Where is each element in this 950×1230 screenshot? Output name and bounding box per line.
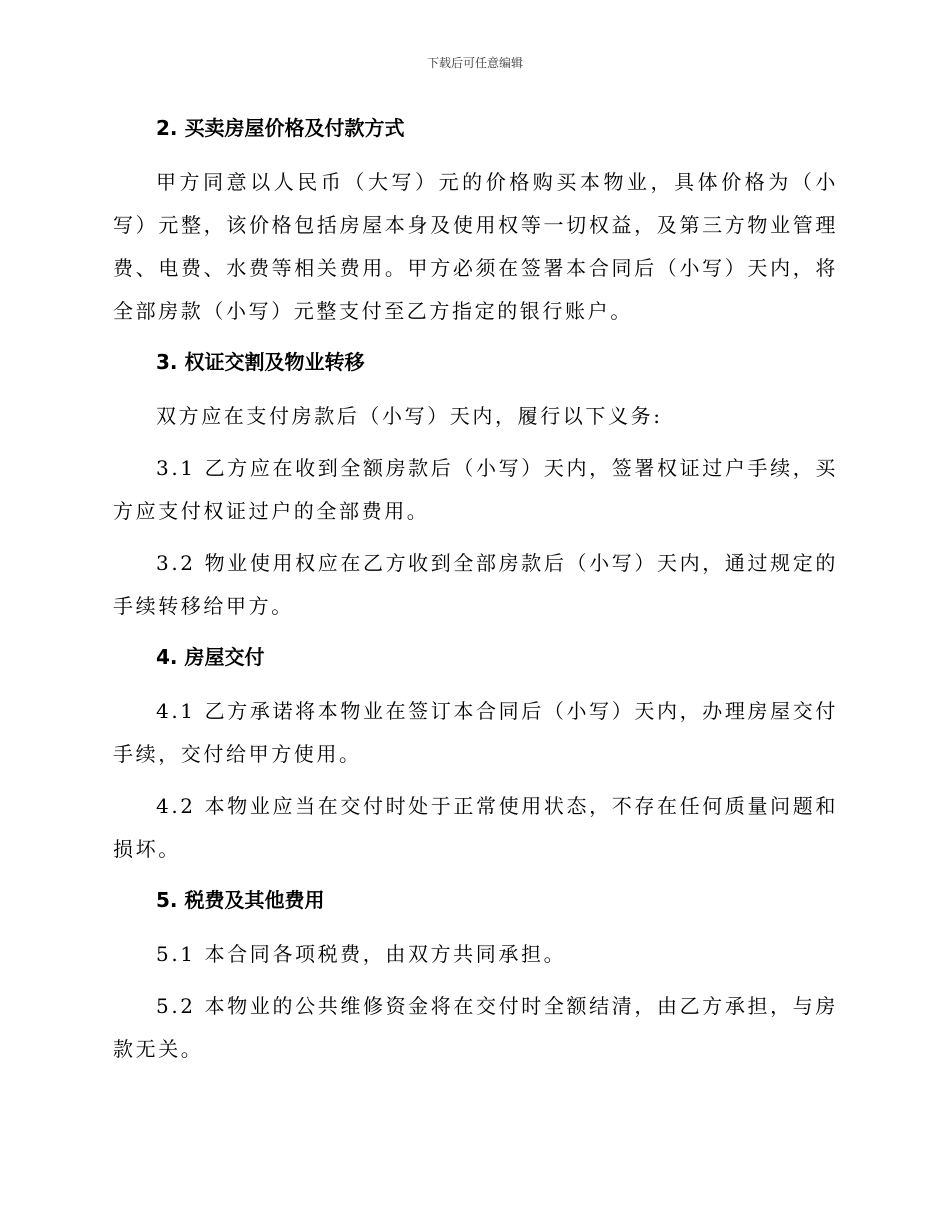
paragraph-clause-3-1: 3.1 乙方应在收到全额房款后（小写）天内，签署权证过户手续，买方应支付权证过户的全部费用。 bbox=[113, 456, 838, 523]
document-body bbox=[113, 112, 838, 1071]
paragraph-price-terms: 甲方同意以人民币（大写）元的价格购买本物业，具体价格为（小写）元整，该价格包括房屋本身及使用权等一切权益，及第三方物业管理费、电费、水费等相关费用。甲方必须在签署本合同后（小写）天内，将全部房款（小写）元整支付至乙方指定的银行账户。 bbox=[113, 170, 838, 323]
section-heading-price: 2. 买卖房屋价格及付款方式 bbox=[156, 116, 405, 140]
paragraph-clause-3-2: 3.2 物业使用权应在乙方收到全部房款后（小写）天内，通过规定的手续转移给甲方。 bbox=[113, 551, 838, 618]
page-header: 下载后可任意编辑 bbox=[426, 56, 523, 70]
paragraph-clause-5-1: 5.1 本合同各项税费，由双方共同承担。 bbox=[156, 942, 567, 966]
paragraph-clause-4-1: 4.1 乙方承诺将本物业在签订本合同后（小写）天内，办理房屋交付手续，交付给甲方使用。 bbox=[113, 699, 838, 766]
section-heading-delivery: 4. 房屋交付 bbox=[156, 645, 265, 669]
section-heading-taxes: 5. 税费及其他费用 bbox=[156, 888, 325, 912]
paragraph-clause-4-2: 4.2 本物业应当在交付时处于正常使用状态，不存在任何质量问题和损坏。 bbox=[113, 794, 838, 861]
paragraph-obligations-intro: 双方应在支付房款后（小写）天内，履行以下义务: bbox=[156, 404, 663, 428]
section-heading-title-transfer: 3. 权证交割及物业转移 bbox=[156, 350, 365, 374]
paragraph-clause-5-2: 5.2 本物业的公共维修资金将在交付时全额结清，由乙方承担，与房款无关。 bbox=[113, 994, 838, 1061]
